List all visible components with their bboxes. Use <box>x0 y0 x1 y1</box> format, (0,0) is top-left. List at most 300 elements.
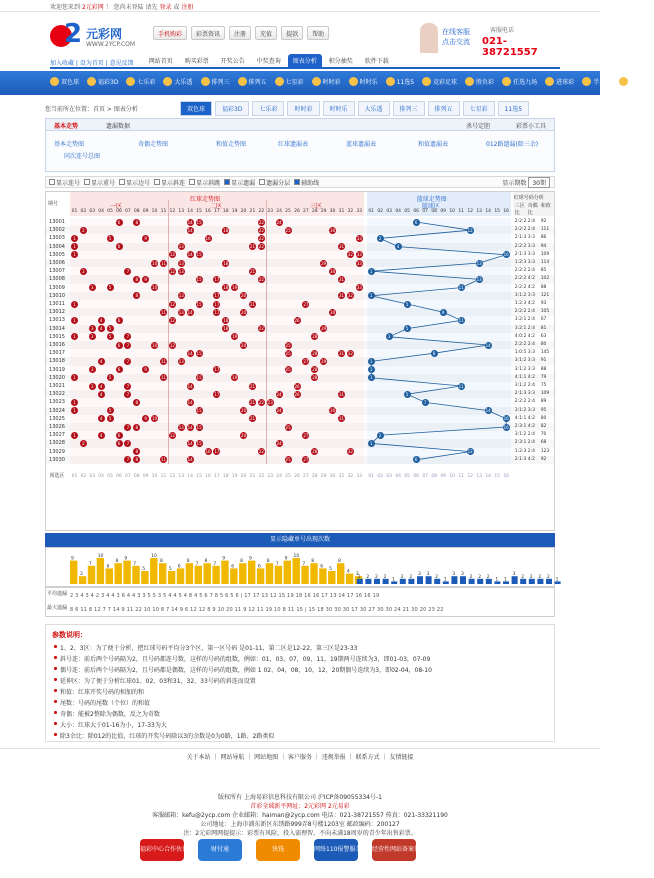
red-number-header: 09 <box>142 209 149 214</box>
lottery-link[interactable] <box>87 77 118 86</box>
header-button[interactable]: 注册 <box>229 26 251 40</box>
lottery-ball-icon <box>582 77 591 86</box>
red-title: 红球走势图 <box>190 196 221 203</box>
dist-cell: 2:4 <box>527 325 535 331</box>
header-button[interactable]: 提款 <box>281 26 303 40</box>
lottery-label: 大乐透 <box>174 79 193 86</box>
dist-cell: 4:2 <box>527 284 535 290</box>
footer-badge[interactable]: 快钱 <box>256 839 300 861</box>
period-cell: 13022 <box>49 391 65 398</box>
chart-type-link[interactable]: 红球遗漏表 <box>278 141 309 148</box>
occurrence-bar <box>115 563 122 584</box>
occurrence-bar-label: 7 <box>275 561 279 567</box>
blue-ball: 1 <box>368 268 375 275</box>
chart-type-link[interactable]: 和值走势图 <box>216 141 247 148</box>
occurrence-bar-label: 8 <box>240 559 243 565</box>
checkbox-icon[interactable] <box>49 179 55 185</box>
occurrence-bar-label: 2 <box>400 574 404 580</box>
occurrence-bar-label: 8 <box>115 559 119 565</box>
avg-miss-values: 2 3 4 3 4 2 3 4 4 3 6 4 4 3 3 5 5 3 5 4 4 5 4 8 4 5 6 7 8 5 6 5 6 | 17 17 13 12 15 19 18 16 16 17 13 14 17 16 16 19 <box>70 593 380 599</box>
red-ball: 15 <box>196 424 202 430</box>
logo-two: 2 <box>64 19 83 49</box>
red-ball: 9 <box>142 366 149 373</box>
occurrence-bars <box>45 547 559 587</box>
occurrence-bar-label: 5 <box>142 567 146 572</box>
preselect-red-cell[interactable]: 02 <box>80 474 87 479</box>
top-bar <box>0 0 600 12</box>
chart-type-link[interactable]: 奇偶走势图 <box>138 141 169 148</box>
preselect-blue-cell[interactable]: 08 <box>431 474 438 479</box>
period-cell: 13026 <box>49 424 65 430</box>
dist-cell: 86 <box>540 235 547 241</box>
lottery-link[interactable] <box>386 77 414 86</box>
dist-cell: 109 <box>540 251 550 257</box>
lottery-ball-icon <box>545 77 554 86</box>
preselect-blue-cell[interactable]: 07 <box>422 474 429 479</box>
miss-stats <box>45 587 555 617</box>
max-miss-values: 8 6 11 8 12 7 7 14 9 11 22 10 10 8 7 14 9 6 12 12 8 9 10 20 11 9 12 11 19 10 8 11 15 | 15 18 30 30 30 17 30 27 30 30 24 21 30 20 23 22 <box>70 607 444 613</box>
preselect-blue-cell[interactable]: 02 <box>377 474 384 479</box>
lottery-tab[interactable]: 排列三 <box>393 101 425 116</box>
red-ball: 1 <box>71 301 78 308</box>
red-ball: 2 <box>80 440 87 447</box>
preselect-blue-cell[interactable]: 03 <box>386 474 393 479</box>
dist-cell: 2:4 <box>527 227 535 233</box>
dist-cell: 3:3 <box>527 260 535 265</box>
preselect-red-cell[interactable]: 03 <box>89 474 96 479</box>
option-checkbox[interactable] <box>84 178 115 187</box>
red-ball: 14 <box>187 252 193 258</box>
note-line: 延伸区：为了便于分析红球01、02、03和31、32、33号码的斜连而设置 <box>60 678 256 685</box>
red-ball: 1 <box>71 243 78 250</box>
occurrence-bar <box>150 558 157 584</box>
nav-tab[interactable]: 中奖查询 <box>256 58 281 65</box>
preselect-red-cell[interactable]: 16 <box>205 474 211 479</box>
option-checkbox[interactable] <box>119 178 150 187</box>
preselect-red-cell[interactable]: 25 <box>285 474 291 479</box>
period-cell: 13019 <box>49 366 65 373</box>
red-ball: 31 <box>338 416 345 422</box>
red-ball: 17 <box>214 301 220 307</box>
dist-cell: 4:0:2 <box>514 333 527 339</box>
red-ball: 30 <box>330 309 336 315</box>
dist-cell: 2:4 <box>527 317 535 323</box>
period-cell: 13011 <box>49 301 65 307</box>
checkbox-icon[interactable] <box>154 179 160 185</box>
preselect-red-cell[interactable]: 04 <box>98 474 104 479</box>
footer-badge[interactable]: 财付通 <box>198 839 242 861</box>
dist-col-header: 奇偶比 <box>527 203 538 216</box>
register-link[interactable]: 注册 <box>181 4 194 11</box>
footer-copyright: 版权所有 上海易彩信息科技有限公司 沪ICP备09055334号-1 <box>218 794 382 801</box>
checkbox-icon[interactable] <box>84 179 90 185</box>
preselect-blue-cell[interactable]: 16 <box>503 474 510 479</box>
red-ball: 18 <box>223 326 229 332</box>
preselect-red-cell[interactable]: 14 <box>187 474 193 479</box>
red-ball: 20 <box>241 293 247 299</box>
occurrence-bar-label: 7 <box>133 561 137 567</box>
red-ball: 1 <box>71 251 78 258</box>
red-ball: 15 <box>196 408 202 414</box>
dist-cell: 2:4 <box>527 440 535 446</box>
option-checkbox[interactable] <box>154 178 185 187</box>
red-number-header: 12 <box>169 209 176 214</box>
preselect-red-cell[interactable]: 23 <box>267 474 274 479</box>
lottery-link[interactable] <box>50 77 79 86</box>
blue-number-header: 01 <box>368 209 375 214</box>
footer-badge[interactable]: 福彩中心合作伙伴 <box>140 839 184 861</box>
lottery-tab[interactable]: 福彩3D <box>215 101 249 116</box>
preselect-blue-cell[interactable]: 14 <box>485 474 492 479</box>
occurrence-bar <box>301 566 308 584</box>
row-stripe <box>46 407 554 415</box>
footer-badge[interactable]: 网络110报警服务 <box>314 839 358 861</box>
red-number-header: 18 <box>222 209 229 214</box>
preselect-red-cell[interactable]: 27 <box>302 474 309 479</box>
red-ball: 12 <box>169 317 175 323</box>
breadcrumb-text: 您当前所在位置：首页 > 图表分析 <box>45 105 138 113</box>
red-ball: 17 <box>214 276 220 282</box>
nav-tab[interactable]: 软件下载 <box>364 58 389 65</box>
preselect-red-cell[interactable]: 05 <box>107 474 113 479</box>
periods-select-wrap <box>502 177 554 188</box>
hz-title[interactable]: 显示隐藏单号出现次数 <box>45 533 555 547</box>
preselect-blue-cell[interactable]: 11 <box>458 474 465 479</box>
nav-tab[interactable]: 网站首页 <box>148 58 173 65</box>
preselect-red-cell[interactable]: 13 <box>178 474 185 479</box>
preselect-blue-cell[interactable]: 05 <box>404 474 411 479</box>
service-box[interactable] <box>420 23 560 59</box>
preselect-red-cell[interactable]: 24 <box>276 474 282 479</box>
blue-ball: 1 <box>368 440 375 447</box>
site-logo[interactable] <box>50 19 140 51</box>
dist-cell: 2:4 <box>527 399 535 405</box>
red-ball: 23 <box>267 399 273 405</box>
preselect-blue-cell[interactable]: 01 <box>368 474 375 479</box>
preselect-red-cell[interactable]: 21 <box>249 474 256 479</box>
occurrence-bar-label: 5 <box>168 567 172 572</box>
blue-ball: 5 <box>404 325 411 332</box>
blue-ball: 5 <box>404 301 411 308</box>
lottery-ball-icon <box>349 77 358 86</box>
blue-number-header: 08 <box>431 209 438 214</box>
occurrence-bar-label: 1 <box>555 577 559 583</box>
preselect-red-cell[interactable]: 28 <box>311 474 318 479</box>
header-button[interactable]: 手机购彩 <box>153 26 187 40</box>
red-ball: 17 <box>214 367 220 373</box>
occurrence-bar <box>284 561 291 584</box>
occurrence-bar <box>417 576 423 584</box>
nav-tab[interactable]: 开奖公告 <box>220 58 245 65</box>
preselect-red-cell[interactable]: 01 <box>71 474 78 479</box>
lottery-link[interactable] <box>545 77 574 86</box>
preselect-red-cell[interactable]: 15 <box>196 474 202 479</box>
lottery-link[interactable] <box>126 77 155 86</box>
occurrence-bar-label: 8 <box>338 559 341 565</box>
preselect-blue-cell[interactable]: 15 <box>494 474 501 479</box>
header-button[interactable]: 帮助 <box>307 26 329 40</box>
preselect-red-cell[interactable]: 08 <box>133 474 140 479</box>
blue-ball: 13 <box>476 260 482 266</box>
preselect-red-cell[interactable]: 19 <box>231 474 238 479</box>
preselect-blue-cell[interactable]: 12 <box>467 474 474 479</box>
blue-ball: 16 <box>503 424 509 430</box>
nav-tab[interactable]: 图表分析 <box>288 54 322 67</box>
lottery-tab[interactable]: 大乐透 <box>358 101 390 116</box>
red-number-header: 29 <box>320 209 327 214</box>
lottery-link[interactable] <box>422 77 457 86</box>
period-cell: 13005 <box>49 251 65 258</box>
period-cell: 13013 <box>49 317 65 324</box>
option-label: 显示边号 <box>126 179 151 187</box>
occurrence-bar-chart <box>46 548 559 588</box>
occurrence-bar-label: 10 <box>151 554 157 559</box>
red-number-header: 30 <box>329 209 336 214</box>
checkbox-icon[interactable] <box>119 179 125 185</box>
tab-miss-data[interactable]: 遗漏数据 <box>106 123 131 130</box>
occurrence-bar <box>221 561 228 584</box>
dist-cell: 95 <box>540 407 547 413</box>
red-ball: 5 <box>107 284 114 291</box>
preselect-red-cell[interactable]: 30 <box>329 474 336 479</box>
lottery-link[interactable] <box>163 77 192 86</box>
lottery-link[interactable] <box>619 77 654 86</box>
red-ball: 21 <box>249 268 256 274</box>
red-number-header: 21 <box>249 209 256 214</box>
preselect-red-cell[interactable]: 31 <box>338 474 345 479</box>
occurrence-bar <box>248 561 255 584</box>
checkbox-icon[interactable] <box>259 179 265 185</box>
lottery-link[interactable] <box>465 77 494 86</box>
occurrence-bar-label: 8 <box>160 559 163 565</box>
dist-cell: 1:2:3 <box>514 448 527 454</box>
nav-tab[interactable]: 购买彩票 <box>184 58 209 65</box>
blue-ball: 7 <box>422 399 429 406</box>
preselect-red-cell[interactable]: 22 <box>258 474 265 479</box>
lottery-label: 排列三 <box>211 79 230 86</box>
period-cell: 13010 <box>49 292 65 299</box>
red-ball: 33 <box>356 235 362 241</box>
lottery-tab[interactable]: 双色球 <box>180 101 212 116</box>
red-ball: 8 <box>133 448 140 455</box>
preselect-red-cell[interactable]: 17 <box>213 474 220 479</box>
blue-number-header: 12 <box>467 209 474 214</box>
dist-cell: 91 <box>540 358 547 364</box>
red-ball: 3 <box>89 366 96 373</box>
period-cell: 13007 <box>49 268 65 275</box>
red-ball: 32 <box>347 293 353 299</box>
red-ball: 6 <box>116 317 123 324</box>
lottery-tab[interactable]: 七星彩 <box>463 101 495 116</box>
occurrence-bar <box>79 576 86 584</box>
option-checkbox[interactable] <box>49 178 80 187</box>
lottery-link[interactable] <box>238 77 267 86</box>
preselect-blue-cell[interactable]: 10 <box>449 474 456 479</box>
preselect-red-cell[interactable]: 07 <box>124 474 131 479</box>
option-checkbox[interactable] <box>294 178 319 187</box>
preselect-red-cell[interactable]: 20 <box>240 474 247 479</box>
lottery-tab[interactable]: 11选5 <box>498 101 529 116</box>
blue-ball: 11 <box>458 383 464 389</box>
preselect-blue-cell[interactable]: 04 <box>395 474 402 479</box>
preselect-blue-cell[interactable]: 09 <box>440 474 447 479</box>
occurrence-bar <box>204 563 211 584</box>
lottery-tab[interactable]: 时时乐 <box>323 101 355 116</box>
lottery-label: 竞彩足球 <box>433 79 458 86</box>
footer-badge[interactable]: 经营性网站备案信息 <box>372 839 416 861</box>
zone1-title: 一区 <box>110 203 123 210</box>
dist-cell: 3:3 <box>527 243 535 249</box>
preselect-red-cell[interactable]: 11 <box>160 474 167 479</box>
chart-type-link[interactable]: 012路遗漏(除三余) <box>486 141 539 148</box>
period-cell: 13024 <box>49 407 65 414</box>
blue-number-header: 06 <box>413 209 420 214</box>
occurrence-bar-label: 2 <box>547 574 550 580</box>
dist-cell: 4:2 <box>527 374 535 380</box>
lottery-label: 时时彩 <box>322 79 341 86</box>
periods-select[interactable]: 30期 <box>528 177 550 188</box>
footer-links[interactable]: 关于本站 ｜ 网站导航 ｜ 网站地图 ｜ 客户服务 ｜ 违规举报 ｜ 联系方式 ｜ 友情链接 <box>186 754 414 761</box>
checkbox-icon[interactable] <box>224 179 230 185</box>
dist-cell: 121 <box>540 292 550 298</box>
preselect-blue-cell[interactable]: 13 <box>476 474 483 479</box>
preselect-red-cell[interactable]: 26 <box>294 474 300 479</box>
dist-cell: 2:2:2 <box>514 227 527 233</box>
red-number-header: 28 <box>311 209 318 214</box>
chart-type-link[interactable]: 基本走势图 <box>54 141 85 148</box>
chart-type-link[interactable]: 和值遗漏表 <box>418 141 449 148</box>
dist-cell: 2:4 <box>527 448 535 454</box>
red-ball: 18 <box>223 227 229 233</box>
red-ball: 12 <box>169 342 175 348</box>
dist-cell: 4:2 <box>527 301 535 306</box>
nav-lead-links[interactable]: 加入收藏 | 设为首页 | 意见反馈 <box>50 60 134 67</box>
lottery-label: 进球彩 <box>556 79 575 86</box>
preselect-red-cell[interactable]: 10 <box>151 474 158 479</box>
red-ball: 20 <box>241 408 247 414</box>
blue-number-header: 15 <box>494 209 501 214</box>
main-nav <box>50 55 560 69</box>
occurrence-bar-label: 7 <box>302 561 306 567</box>
preselect-blue-cell[interactable]: 06 <box>413 474 420 479</box>
red-ball: 14 <box>187 227 193 233</box>
service-chat[interactable]: 点击交流 <box>442 38 470 46</box>
preselect-red-cell[interactable]: 12 <box>169 474 176 479</box>
lottery-link[interactable] <box>502 77 537 86</box>
dist-cell: 89 <box>540 399 547 405</box>
phone-label: 客服电话 <box>490 27 515 34</box>
lottery-tab[interactable]: 排列五 <box>428 101 460 116</box>
tools-link[interactable]: 彩票小工具 <box>516 123 547 130</box>
preselect-red-cell[interactable]: 29 <box>320 474 327 479</box>
red-ball: 19 <box>232 375 238 381</box>
occurrence-bar <box>186 563 193 584</box>
lottery-tab[interactable]: 七乐彩 <box>252 101 284 116</box>
lottery-tab[interactable]: 时时彩 <box>287 101 319 116</box>
period-cell: 13030 <box>49 456 65 463</box>
red-ball: 14 <box>187 383 193 389</box>
chart-type-link[interactable]: 同次连号总图 <box>64 153 101 160</box>
red-ball: 18 <box>223 260 229 266</box>
period-cell: 13017 <box>49 350 65 357</box>
occurrence-bar-label: 8 <box>311 559 315 565</box>
dist-cell: 79 <box>540 374 547 380</box>
lottery-link[interactable] <box>349 77 378 86</box>
preselect-red-cell[interactable]: 09 <box>142 474 149 479</box>
lottery-ball-icon <box>386 77 395 86</box>
header-button[interactable]: 充值 <box>255 26 277 40</box>
red-ball: 15 <box>196 440 202 446</box>
service-online[interactable]: 在线客服 <box>442 28 470 36</box>
dist-cell: 88 <box>540 366 547 372</box>
lottery-link[interactable] <box>582 77 611 86</box>
note-bullet-icon <box>54 722 57 725</box>
dist-cell: 2:2:2 <box>514 219 527 224</box>
dist-cell: 1:2:3 <box>514 260 527 265</box>
red-ball: 25 <box>285 457 291 463</box>
header-button[interactable]: 彩票资讯 <box>191 26 225 40</box>
red-ball: 1 <box>71 432 78 439</box>
occurrence-bar-label: 2 <box>529 574 533 580</box>
note-bullet-icon <box>54 645 57 648</box>
option-checkbox[interactable] <box>224 178 255 187</box>
chart-type-link[interactable]: 蓝球遗漏表 <box>346 141 377 148</box>
occurrence-bar-label: 7 <box>88 561 92 567</box>
blue-title: 篮球走势图 <box>416 196 447 203</box>
service-avatar <box>420 23 438 53</box>
preselect-red-cell[interactable]: 06 <box>116 474 122 479</box>
dist-cell: 75 <box>540 383 547 388</box>
lottery-link[interactable] <box>275 77 304 86</box>
lottery-link[interactable] <box>312 77 341 86</box>
lottery-label: 排列五 <box>248 79 267 86</box>
red-ball: 22 <box>258 227 264 233</box>
preselect-red-cell[interactable]: 32 <box>347 474 354 479</box>
occurrence-bar-label: 8 <box>204 559 208 565</box>
preselect-red-cell[interactable]: 33 <box>356 474 363 479</box>
preselect-red-cell[interactable]: 18 <box>222 474 229 479</box>
nav-tab[interactable]: 积分抽奖 <box>328 58 353 65</box>
red-ball: 27 <box>303 457 309 463</box>
occurrence-bar-label: 2 <box>435 574 439 580</box>
dist-cell: 2:1:3 <box>514 251 527 257</box>
dist-cell: 4:2 <box>527 424 535 429</box>
tab-basic-trend[interactable]: 基本走势 <box>54 123 79 130</box>
red-ball: 9 <box>142 415 149 422</box>
checkbox-icon[interactable] <box>294 179 300 185</box>
dist-cell: 2:4 <box>527 309 535 315</box>
red-ball: 5 <box>107 325 114 332</box>
login-link[interactable]: 登录 <box>159 4 172 11</box>
option-checkbox[interactable] <box>189 178 220 187</box>
red-ball: 7 <box>124 440 131 447</box>
option-checkbox[interactable] <box>259 178 290 187</box>
dist-cell: 2:2:2 <box>514 243 527 249</box>
red-ball: 31 <box>338 293 345 299</box>
red-ball: 5 <box>107 374 114 381</box>
red-ball: 14 <box>187 309 193 315</box>
dist-cell: 102 <box>540 276 550 282</box>
red-ball: 15 <box>196 301 202 307</box>
dist-cell: 3:1:2 <box>514 358 527 364</box>
footer-warning: 注：2元彩网网提提示：彩票有风险，投入需理智，不向未满18周岁的青少年出售彩票。 <box>183 830 417 837</box>
occurrence-bar <box>337 563 344 584</box>
lottery-link[interactable] <box>201 77 230 86</box>
checkbox-icon[interactable] <box>189 179 195 185</box>
note-line: 1、2、3区：为了便于分析，把红球号码平均分3个区，第一区号码 是01-11，第二区是12-22，第三区是23-33 <box>60 645 358 652</box>
periods-label: 显示期数 <box>502 179 527 187</box>
kill-number-link[interactable]: 杀号定胆 <box>466 123 491 130</box>
